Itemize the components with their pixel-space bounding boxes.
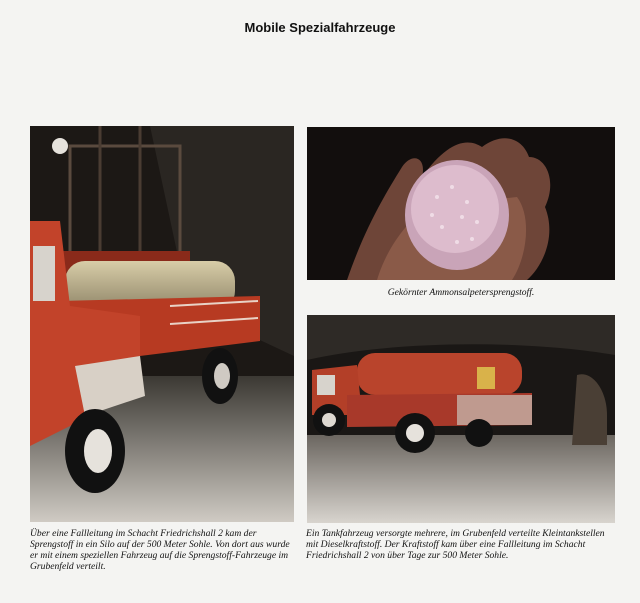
truck-photo-caption: Über eine Fallleitung im Schacht Friedrichshall 2 kam der Sprengstoff in ein Silo auf der 500 Meter Sohle. Von dort aus wurde er mit einem speziellen Fahrzeug auf die Sprengstoff-Fahrzeuge im Grubenfeld verteilt.	[30, 528, 290, 572]
hand-photo-caption: Gekörnter Ammonsalpetersprengstoff.	[387, 287, 535, 298]
explosives-truck-photo	[30, 126, 294, 522]
granulated-explosive-photo	[307, 127, 615, 280]
fuel-tanker-photo	[307, 315, 615, 523]
page-title: Mobile Spezialfahrzeuge	[244, 20, 396, 35]
tanker-photo-caption: Ein Tankfahrzeug versorgte mehrere, im Grubenfeld verteilte Kleintankstellen mit Dieselkraftstoff. Der Kraftstoff kam über eine Fallleitung im Schacht Friedrichshall 2 von über Tage zur 500 Meter Sohle.	[306, 528, 605, 561]
